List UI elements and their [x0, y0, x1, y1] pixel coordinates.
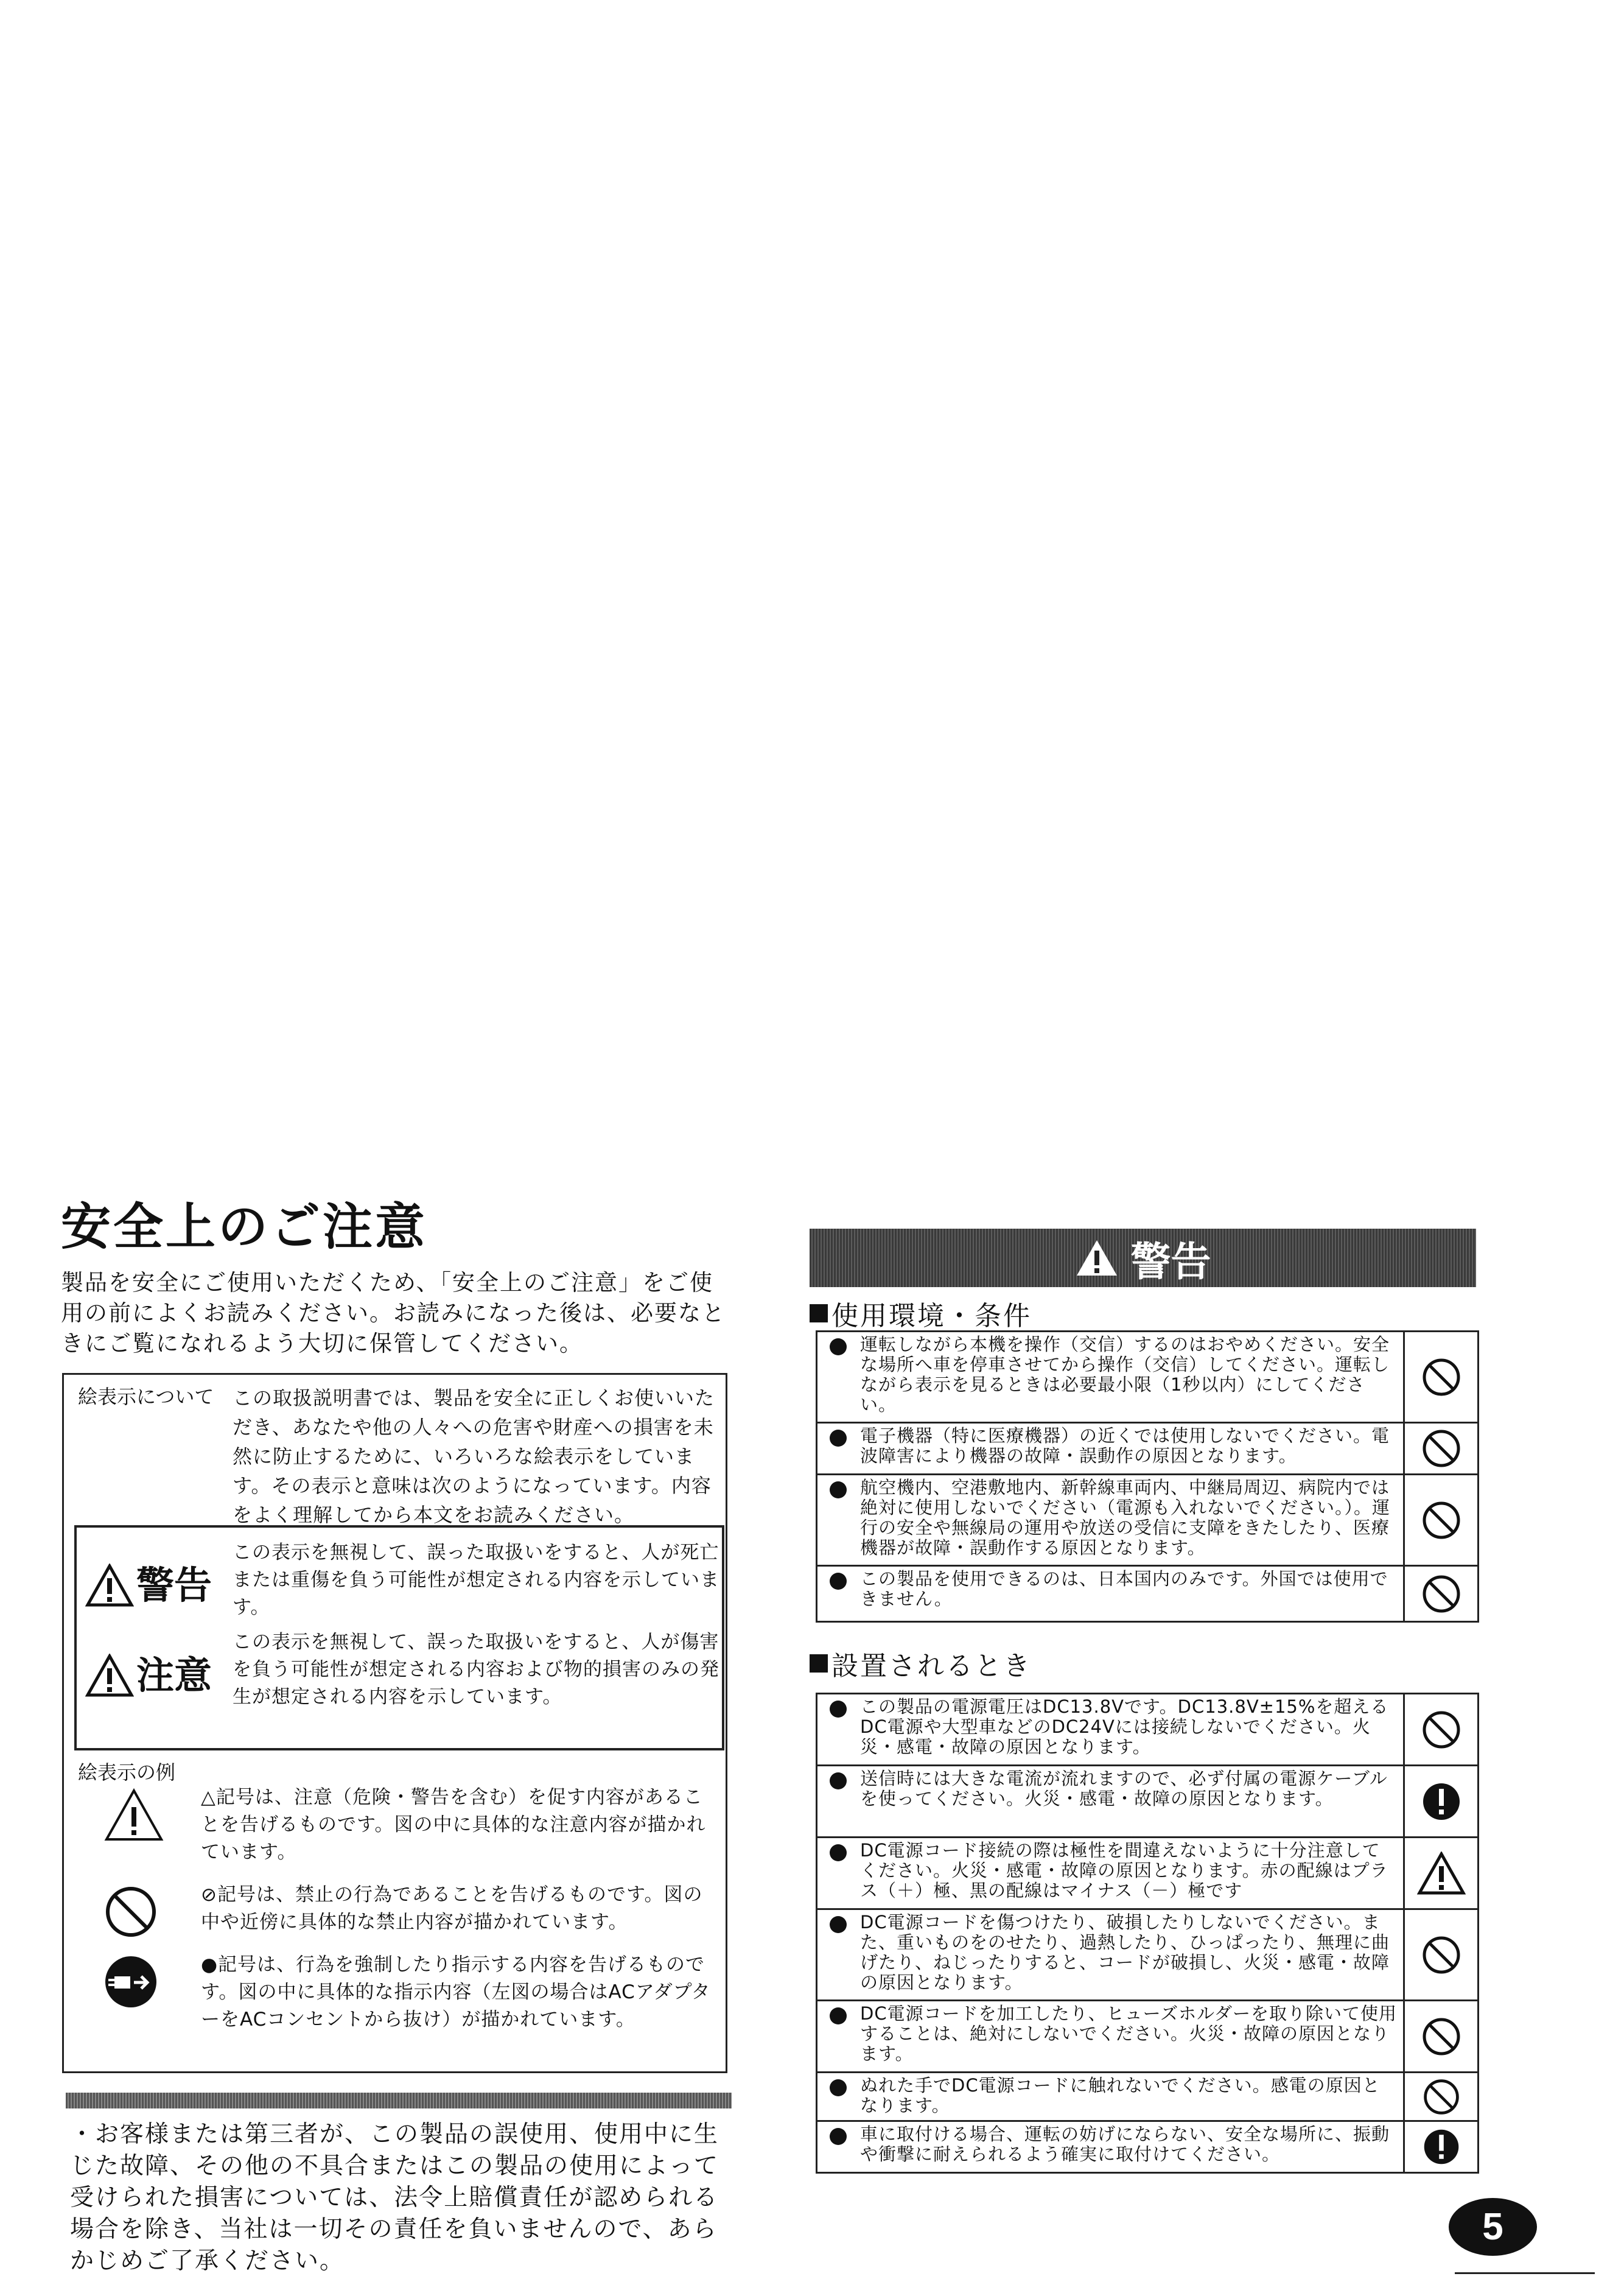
example-warning-text: △記号は、注意（危険・警告を含む）を促す内容があることを告げるものです。図の中に具体的な注意内容が描かれています。: [201, 1786, 706, 1863]
bullet-icon: [830, 1701, 847, 1718]
bullet-icon: [830, 1772, 847, 1789]
row-text: 送信時には大きな電流が流れますので、必ず付属の電源ケーブルを使ってください。火災・感電・故障の原因となります。: [860, 1768, 1388, 1809]
row-text: DC電源コードを傷つけたり、破損したりしないでください。また、重いものをのせたり、過熱したり、ひっぱったり、無理に曲げたり、ねじったりすると、コードが破損し、火災・感電・故障の原因となります。: [860, 1912, 1390, 1993]
prohibition-icon: [103, 1884, 164, 1945]
section-marker: [810, 1304, 828, 1322]
example-mandatory-text: ●記号は、行為を強制したり指示する内容を告げるものです。図の中に具体的な指示内容（左図の場合はACアダプターをACコンセントから抜け）が描かれています。: [201, 1954, 711, 2031]
bullet-icon: [830, 2079, 847, 2096]
prohibition-icon: [1405, 2073, 1477, 2120]
section-title-environment: [810, 1294, 1032, 1333]
table-row: [817, 1910, 1477, 2001]
installation-warning-table: [816, 1693, 1479, 2174]
warning-triangle-icon: [1405, 1838, 1477, 1908]
prohibition-icon: [1405, 1694, 1477, 1764]
bullet-icon: [830, 1338, 847, 1355]
caution-level-label: 注意: [136, 1653, 212, 1697]
row-text: 運転しながら本機を操作（交信）するのはおやめください。安全な場所へ車を停車させてから操作（交信）してください。運転しながら表示を見るときは必要最小限（1秒以内）にしてください。: [860, 1334, 1390, 1415]
table-row: [817, 1838, 1477, 1910]
mandatory-icon: [1405, 2122, 1477, 2172]
bullet-icon: [830, 2128, 847, 2145]
bullet-icon: [830, 2007, 847, 2024]
examples-label: 絵表示の例: [78, 1761, 176, 1784]
table-row: [817, 1424, 1477, 1475]
row-text: 電子機器（特に医療機器）の近くでは使用しないでください。電波障害により機器の故障・誤動作の原因となります。: [860, 1425, 1390, 1466]
caution-level-title: [85, 1654, 212, 1697]
table-row: [817, 1475, 1477, 1567]
prohibition-icon: [1405, 1475, 1477, 1565]
pictogram-description: この取扱説明書では、製品を安全に正しくお使いいただき、あなたや他の人々への危害や財産への損害を未然に防止するために、いろいろな絵表示をしています。その表示と意味は次のようになっています。内容をよく理解してから本文をお読みください。: [233, 1386, 715, 1526]
warning-triangle-icon: [85, 1654, 134, 1697]
table-row: [817, 1567, 1477, 1621]
mandatory-icon: [1405, 1766, 1477, 1836]
bullet-icon: [830, 1844, 847, 1861]
warning-level-label: 警告: [136, 1563, 212, 1607]
row-text: この製品の電源電圧はDC13.8Vです。DC13.8V±15%を超えるDC電源や大型車などのDC24Vには接続しないでください。火災・感電・故障の原因となります。: [860, 1696, 1389, 1757]
row-text: 車に取付ける場合、運転の妨げにならない、安全な場所に、振動や衝撃に耐えられるよう確実に取付けてください。: [860, 2124, 1390, 2164]
disclaimer-text: ・お客様または第三者が、この製品の誤使用、使用中に生じた故障、その他の不具合またはこの製品の使用によって受けられた損害については、法令上賠償責任が認められる場合を除き、当社は一切その責任を負いませんので、あらかじめご了承ください。: [70, 2121, 719, 2275]
prohibition-icon: [1405, 2001, 1477, 2071]
prohibition-icon: [1405, 1567, 1477, 1621]
unplug-icon: [103, 1954, 164, 2015]
prohibition-icon: [1405, 1910, 1477, 1999]
bullet-icon: [830, 1430, 847, 1447]
pictogram-label: 絵表示について: [78, 1385, 214, 1408]
bullet-icon: [830, 1481, 847, 1498]
warning-triangle-icon: [85, 1564, 134, 1607]
divider-bar: [66, 2093, 732, 2108]
bullet-icon: [830, 1916, 847, 1933]
page-title: 安全上のご注意: [61, 1198, 428, 1256]
table-row: [817, 1332, 1477, 1424]
row-text: この製品を使用できるのは、日本国内のみです。外国では使用できません。: [860, 1568, 1388, 1609]
section-title-text: 使用環境・条件: [831, 1301, 1032, 1332]
bullet-icon: [830, 1573, 847, 1590]
row-text: ぬれた手でDC電源コードに触れないでください。感電の原因となります。: [860, 2075, 1381, 2116]
warning-triangle-icon: [1075, 1238, 1119, 1277]
warning-triangle-icon: [103, 1788, 164, 1848]
row-text: DC電源コード接続の際は極性を間違えないように十分注意してください。火災・感電・故障の原因となります。赤の配線はプラス（＋）極、黒の配線はマイナス（－）極です: [860, 1840, 1388, 1901]
section-title-installation: [810, 1644, 1032, 1683]
row-text: DC電源コードを加工したり、ヒューズホルダーを取り除いて使用することは、絶対にしないでください。火災・故障の原因となります。: [860, 2003, 1397, 2064]
prohibition-icon: [1405, 1424, 1477, 1473]
prohibition-icon: [1405, 1332, 1477, 1422]
section-title-text: 設置されるとき: [831, 1651, 1032, 1682]
section-marker: [810, 1654, 828, 1673]
table-row: [817, 2001, 1477, 2073]
table-row: [817, 1766, 1477, 1838]
intro-paragraph: 製品を安全にご使用いただくため、「安全上のご注意」をご使用の前によくお読みください。お読みになった後は、必要なときにご覧になれるよう大切に保管してください。: [61, 1269, 726, 1357]
table-row: [817, 2073, 1477, 2122]
page-number: 5: [1449, 2198, 1537, 2256]
environment-warning-table: [816, 1330, 1479, 1623]
caution-level-text: この表示を無視して、誤った取扱いをすると、人が傷害を負う可能性が想定される内容および物的損害のみの発生が想定される内容を示しています。: [233, 1631, 719, 1708]
table-row: [817, 1694, 1477, 1766]
footer-rule: [1455, 2272, 1595, 2274]
warning-level-title: [85, 1564, 212, 1607]
warning-level-text: この表示を無視して、誤った取扱いをすると、人が死亡または重傷を負う可能性が想定される内容を示しています。: [233, 1542, 719, 1618]
example-prohibition-text: ⊘記号は、禁止の行為であることを告げるものです。図の中や近傍に具体的な禁止内容が描かれています。: [201, 1884, 703, 1933]
warning-header-bar: [810, 1229, 1476, 1287]
warning-header-label: 警告: [1130, 1238, 1211, 1285]
table-row: [817, 2122, 1477, 2172]
row-text: 航空機内、空港敷地内、新幹線車両内、中継局周辺、病院内では絶対に使用しないでください（電源も入れないでください。）。運行の安全や無線局の運用や放送の受信に支障をきたしたり、医療機器が故障・誤動作する原因となります。: [860, 1477, 1391, 1558]
